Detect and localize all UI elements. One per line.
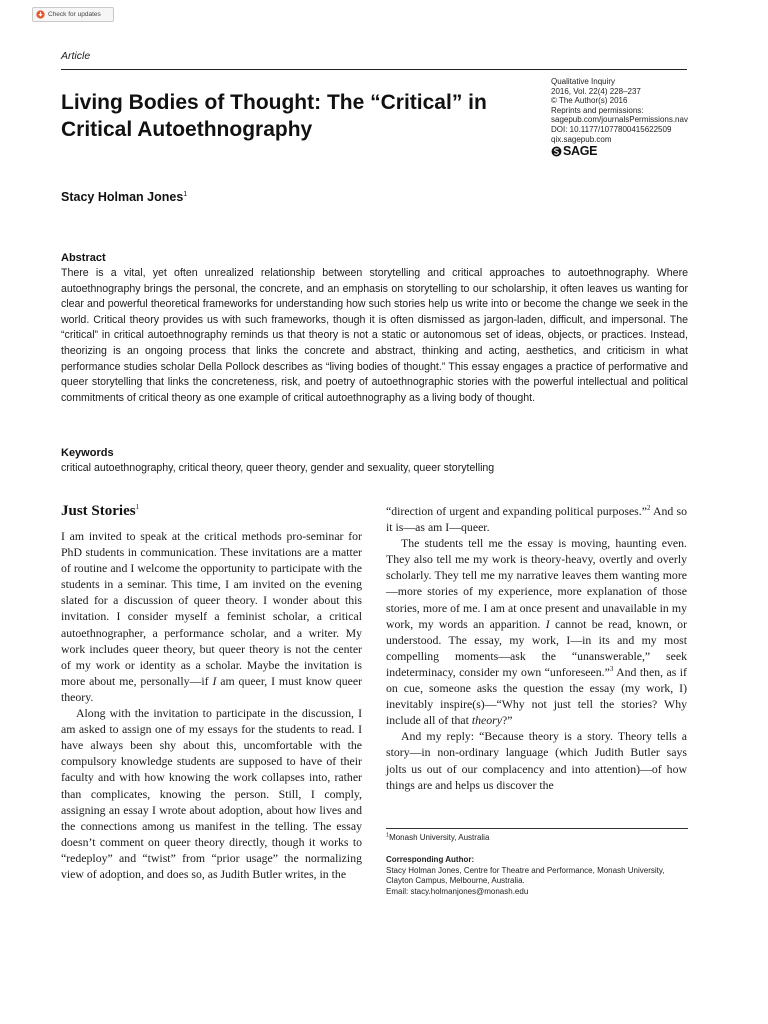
crossmark-icon (36, 10, 45, 19)
abstract-heading: Abstract (61, 252, 106, 264)
footnotes (386, 833, 688, 898)
body-emphasis: theory (471, 713, 502, 728)
article-title: Living Bodies of Thought: The “Critical” in Critical Autoethnography (61, 91, 487, 141)
sage-logo-icon (551, 146, 562, 157)
body-paragraph: Along with the invitation to participate in the discussion, I am asked to assign one of my essays for the students to read. I have always been shy about this, uncomfortable with the compulsory knowledge students are supposed to have of their faculty and with how knowing the work collapses into, rather than complicates, knowing the person. Still, I comply, assigning an essay I wrote about adoption, about how lives and the connections among us manifest in the telling. The essay doesn’t comment on queer theory directly, though it works to “redeploy” and “twist” from “prior usage” the normalizing view of adoption, and does so, as Judith Butler writes, in the (61, 706, 362, 881)
author-name (61, 190, 187, 204)
journal-citation: 2016, Vol. 22(4) 228–237 (551, 86, 641, 96)
section-heading (61, 503, 139, 520)
endnote-mark: 2 (646, 504, 651, 513)
author-name-text: Stacy Holman Jones (61, 190, 184, 204)
affiliation-text: Monash University, Australia (389, 833, 490, 842)
body-column-right (386, 503, 687, 793)
corresponding-author-text: Stacy Holman Jones, Centre for Theatre and Performance, Monash University, Clayton Campus, Melbourne, Australia. (386, 865, 665, 886)
body-text: And then, as if on cue, someone asks the question the essay (my work, I) inevitably inspire(s)—“Why not just tell the stories? Why include all of that (386, 664, 687, 728)
body-paragraph: And my reply: “Because theory is a story. Theory tells a story—in non-ordinary language (which Judith Butler says jolts us out of our complacency and into attention)—of how things are and helps us discover the (386, 729, 687, 792)
keywords-heading: Keywords (61, 447, 114, 459)
journal-name: Qualitative Inquiry (551, 77, 616, 86)
body-emphasis: I (212, 673, 217, 688)
body-paragraph (61, 528, 362, 705)
body-emphasis: I (545, 616, 550, 631)
body-text: I am invited to speak at the critical methods pro-seminar for PhD students in communication. These invitations are a matter of routine and I welcome the opportunity to participate with the students in a seminar. This time, I am invited on the evening slated for a discussion of queer theory. I wonder about this invitation. I consider myself a feminist scholar, a critical autoethnographer, a performance scholar, and a writer. My work includes queer theory, but queer theory is not the center of my work or identity as a scholar. Maybe the invitation is more about me, personally—if (61, 529, 362, 688)
affiliation-note-mark: 1 (386, 832, 390, 839)
journal-site-link[interactable]: qix.sagepub.com (551, 134, 612, 144)
footnote-rule (386, 828, 688, 829)
body-paragraph (386, 503, 687, 535)
endnote-mark: 3 (609, 665, 614, 674)
body-text: cannot be read, known, or understood. The essay, my work, I—in its and my most compelling moments—ask the “unanswerable,” seek indeterminacy, consider my own “unforeseen.” (386, 616, 688, 679)
check-for-updates-badge[interactable] (32, 7, 114, 22)
corresponding-author-email[interactable]: Email: stacy.holmanjones@monash.edu (386, 887, 529, 897)
body-text: And so it is—as am I—queer. (386, 504, 687, 535)
section-heading-text: Just Stories (61, 503, 136, 519)
article-type-label: Article (61, 50, 91, 62)
sage-logo-text: SAGE (563, 143, 598, 158)
affiliation-note (386, 833, 688, 844)
body-paragraph (386, 535, 687, 728)
body-column-left (61, 528, 362, 882)
body-text: am queer, I must know queer theory. (61, 673, 362, 704)
header-rule (61, 69, 687, 70)
journal-info (551, 77, 726, 157)
author-affiliation-mark: 1 (183, 190, 188, 198)
journal-reprints: Reprints and permissions: (551, 105, 644, 115)
keywords-text: critical autoethnography, critical theory, queer theory, gender and sexuality, queer storytelling (61, 462, 495, 474)
section-note-mark: 1 (135, 503, 140, 511)
body-text: ?” (501, 713, 513, 728)
permissions-link[interactable]: sagepub.com/journalsPermissions.nav (551, 115, 688, 125)
body-text: “direction of urgent and expanding political purposes.” (386, 504, 647, 518)
journal-copyright: © The Author(s) 2016 (551, 96, 628, 106)
doi-link[interactable]: DOI: 10.1177/1077800415622509 (551, 124, 672, 134)
sage-logo (551, 143, 726, 158)
corresponding-author-label: Corresponding Author: (386, 854, 475, 864)
check-for-updates-label: Check for updates (48, 11, 101, 18)
body-text: The students tell me the essay is moving, haunting even. They also tell me my work is theory-heavy, overtly and overly scholarly. They tell me my narrative leaves them wanting more—more stories of my experience, more explanation of those stories, more of me. I am at once present and unavailable in my work, my words an apparition. (386, 536, 687, 631)
abstract-text: There is a vital, yet often unrealized relationship between storytelling and critical approaches to autoethnography. Where autoethnography brings the personal, the concrete, and an emphasis on storytelling to our scholarship, it often leaves us wanting for clear and powerful theoretical frameworks for understanding how such stories help us write into or become the change we seek in the world. Critical theory provides us with such frameworks, though it is often dismissed as jargon-laden, difficult, and impersonal. The “critical” in critical autoethnography reminds us that theory is not a static or autonomous set of ideas, objects, or practices. Instead, theorizing is an ongoing process that links the concrete and abstract, thinking and acting, aesthetics, and criticism in what performance studies scholar Della Pollock describes as “living bodies of thought.” This essay engages a practice of performative and queer storytelling that links the concreteness, risk, and poetry of autoethnographic stories with the powerful intellectual and political commitments of critical theory as one example of critical autoethnography as a living body of thought. (61, 267, 688, 404)
